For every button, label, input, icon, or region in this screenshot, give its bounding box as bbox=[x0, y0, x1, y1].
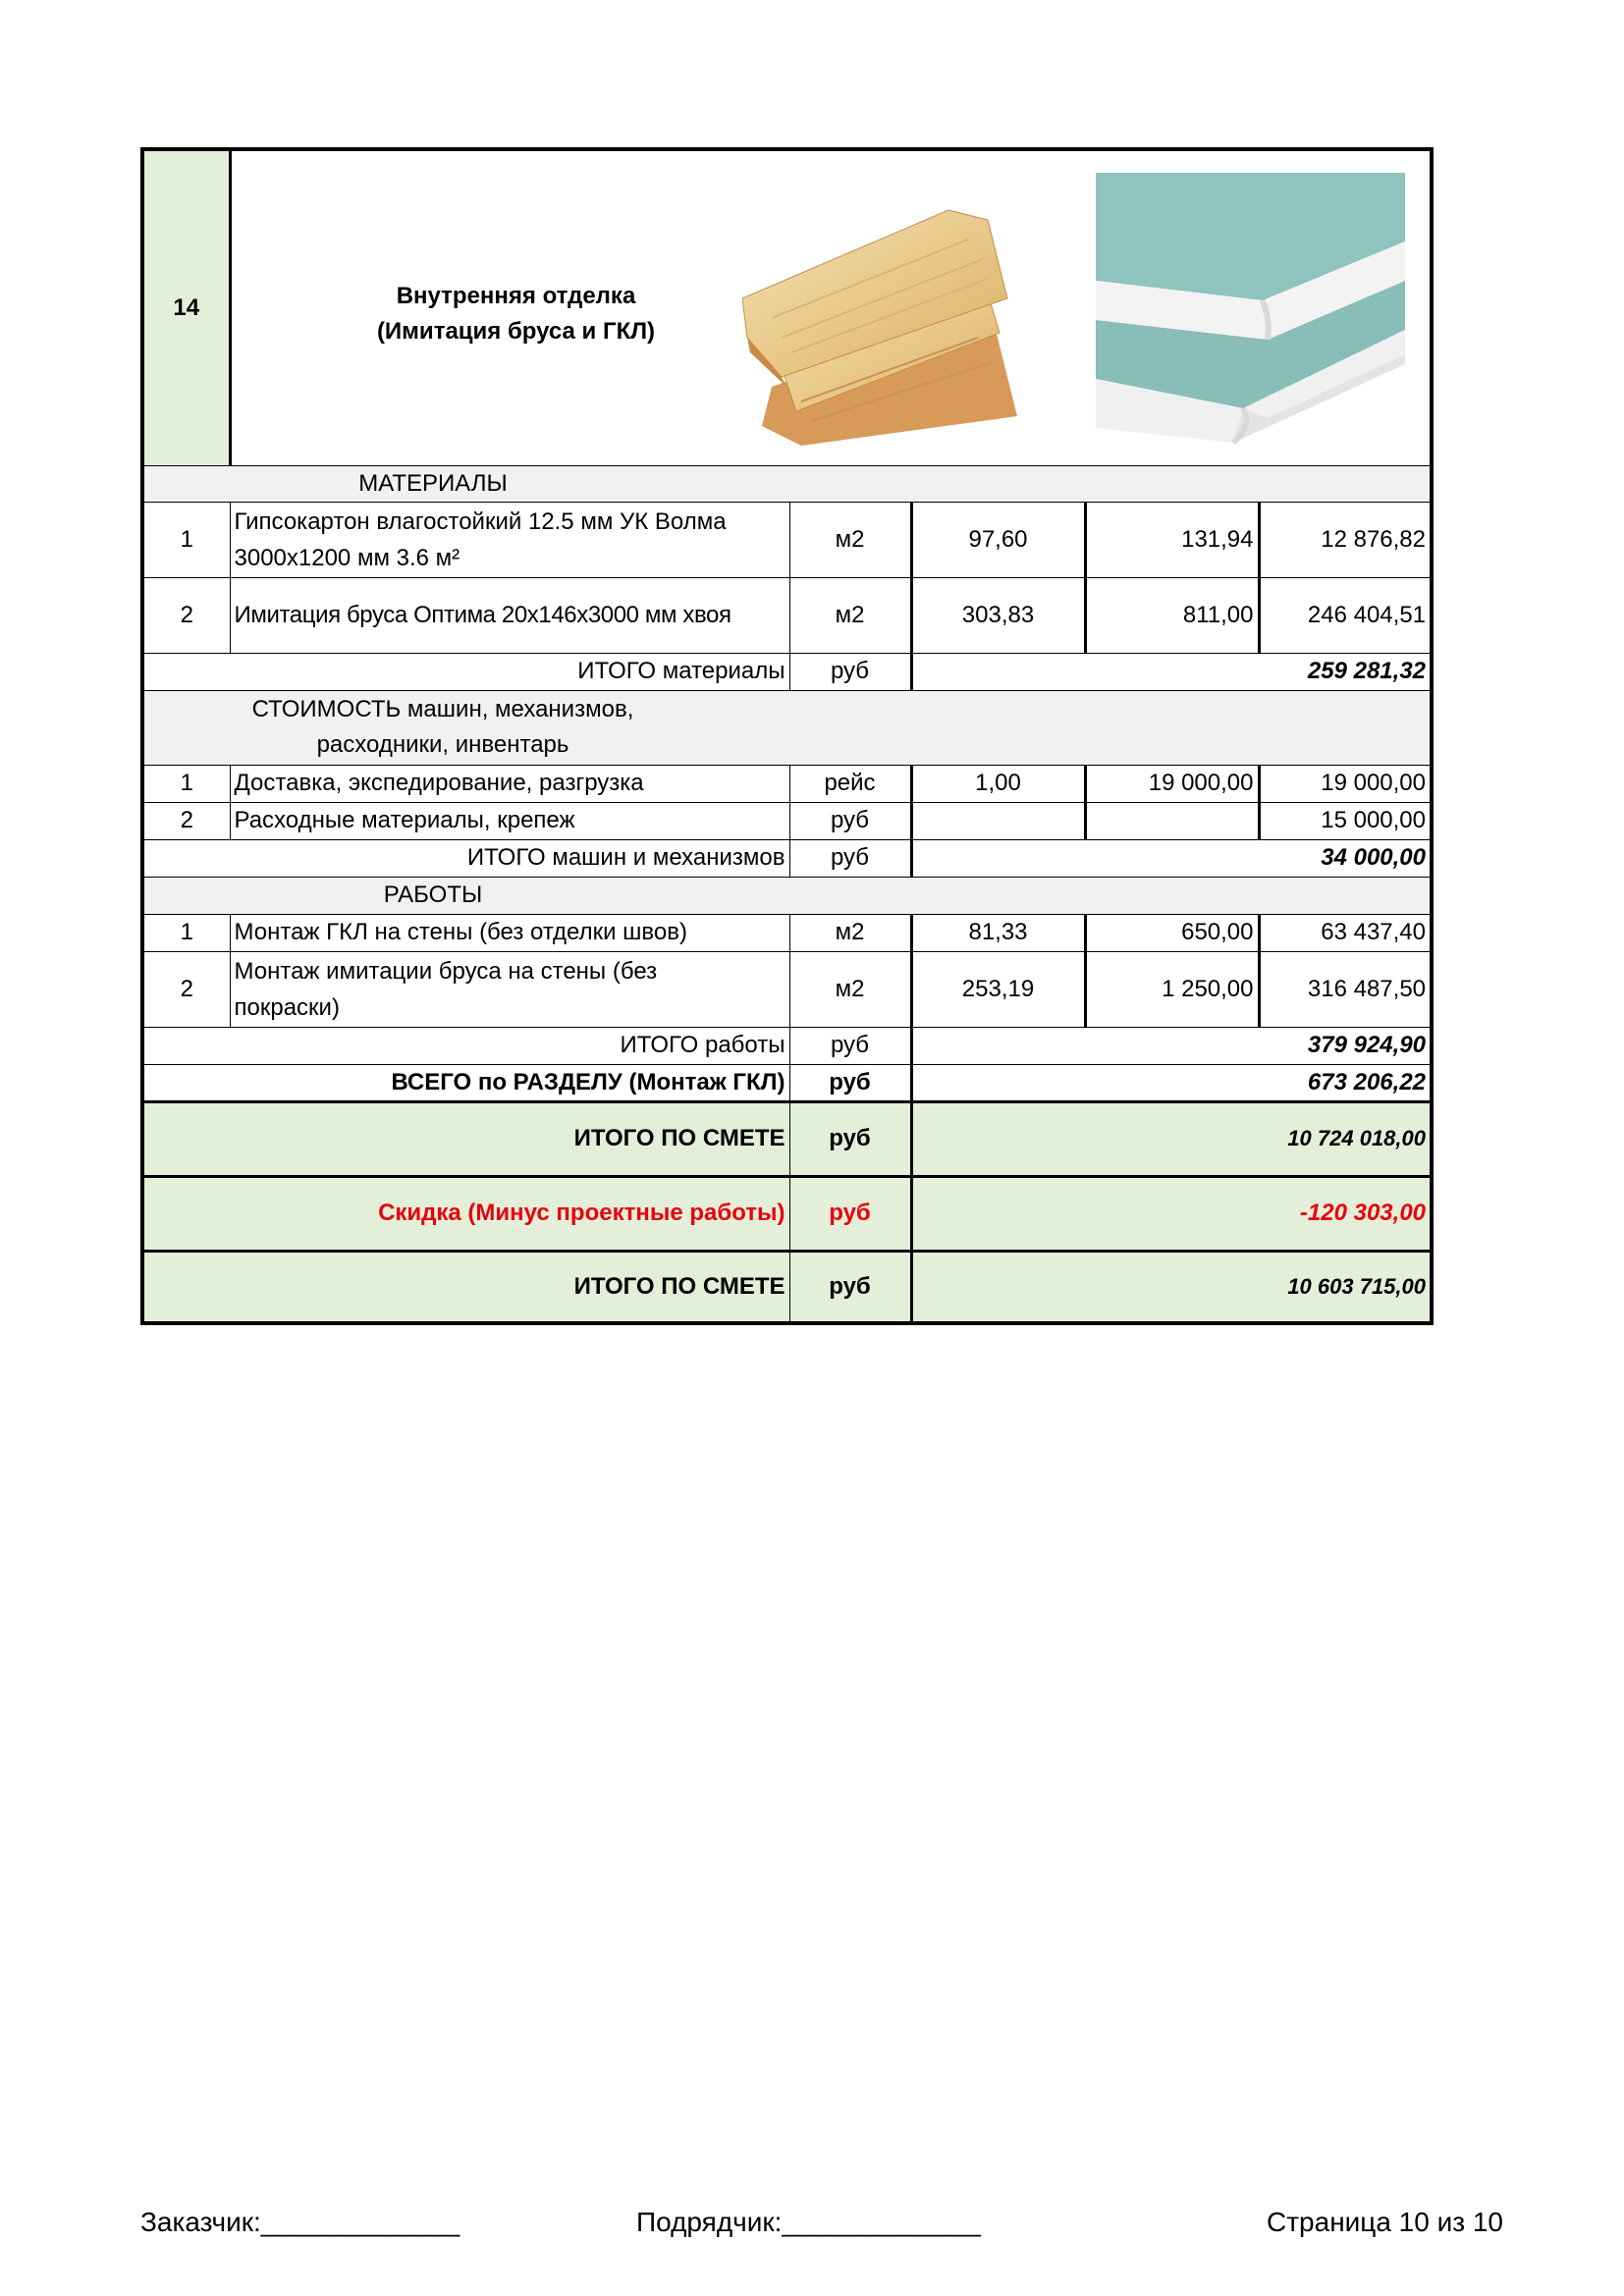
works-total-row: ИТОГО работы руб 379 924,90 bbox=[142, 1027, 1432, 1064]
works-header: РАБОТЫ bbox=[142, 877, 1432, 914]
grand-total-row: ИТОГО ПО СМЕТЕ руб 10 724 018,00 bbox=[142, 1101, 1432, 1176]
drywall-sheets-image bbox=[1096, 173, 1410, 448]
table-row: 2 Монтаж имитации бруса на стены (без покраски) м2 253,19 1 250,00 316 487,50 bbox=[142, 951, 1432, 1027]
wood-panel-image bbox=[742, 190, 1037, 455]
footer-page-number: Страница 10 из 10 bbox=[1267, 2207, 1504, 2237]
discount-row: Скидка (Минус проектные работы) руб -120 303,00 bbox=[142, 1176, 1432, 1251]
section-title: Внутренняя отделка (Имитация бруса и ГКЛ) bbox=[376, 283, 656, 345]
materials-total-row: ИТОГО материалы руб 259 281,32 bbox=[142, 653, 1432, 690]
table-row: 2 Имитация бруса Оптима 20х146х3000 мм хвоя м2 303,83 811,00 246 404,51 bbox=[142, 577, 1432, 653]
section-header-cell bbox=[230, 149, 1432, 465]
final-total-row: ИТОГО ПО СМЕТЕ руб 10 603 715,00 bbox=[142, 1251, 1432, 1323]
footer-customer: Заказчик:_____________ bbox=[140, 2207, 460, 2237]
machines-header: СТОИМОСТЬ машин, механизмов, расходники, инвентарь bbox=[142, 690, 1432, 765]
machines-total-row: ИТОГО машин и механизмов руб 34 000,00 bbox=[142, 839, 1432, 877]
footer-contractor: Подрядчик:_____________ bbox=[636, 2207, 981, 2237]
estimate-table bbox=[140, 147, 1434, 1325]
section-number: 14 bbox=[142, 149, 230, 465]
table-row: 1 Монтаж ГКЛ на стены (без отделки швов) м2 81,33 650,00 63 437,40 bbox=[142, 914, 1432, 951]
materials-header: МАТЕРИАЛЫ bbox=[142, 465, 1432, 502]
table-row: 2 Расходные материалы, крепеж руб 15 000,00 bbox=[142, 802, 1432, 839]
table-row: 1 Гипсокартон влагостойкий 12.5 мм УК Волма 3000х1200 мм 3.6 м² м2 97,60 131,94 12 876,82 bbox=[142, 502, 1432, 577]
section-total-row: ВСЕГО по РАЗДЕЛУ (Монтаж ГКЛ) руб 673 206,22 bbox=[142, 1064, 1432, 1101]
table-row: 1 Доставка, экспедирование, разгрузка рейс 1,00 19 000,00 19 000,00 bbox=[142, 765, 1432, 802]
